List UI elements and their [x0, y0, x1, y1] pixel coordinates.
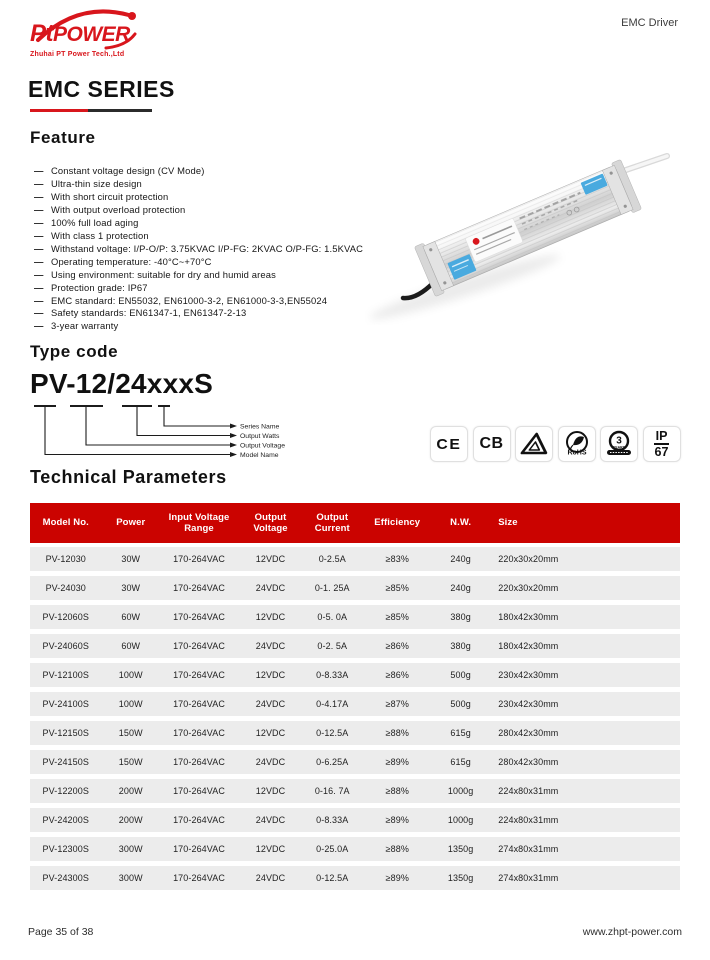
ip67-bottom-label: 67: [654, 445, 669, 459]
table-cell: 220x30x20mm: [498, 554, 559, 564]
table-cell: 170-264VAC: [173, 757, 225, 767]
table-cell: 170-264VAC: [173, 554, 225, 564]
table-cell: 200W: [118, 815, 143, 825]
table-cell: 220x30x20mm: [498, 583, 559, 593]
table-cell: ≥86%: [385, 670, 409, 680]
parameters-table: [30, 503, 680, 895]
logo-wordmark: [30, 20, 130, 48]
table-cell: 0-5. 0A: [317, 612, 348, 622]
table-row: [30, 866, 680, 890]
column-header: Model No.: [42, 517, 89, 529]
table-cell: 30W: [121, 583, 141, 593]
dash-bullet-icon: —: [34, 320, 44, 332]
feature-item-label: With output overload protection: [51, 203, 186, 215]
ce-label: CE: [436, 435, 462, 453]
table-cell: 0-1. 25A: [314, 583, 350, 593]
output-cable: [623, 156, 667, 171]
table-cell: 1000g: [447, 786, 474, 796]
table-cell: ≥89%: [385, 757, 409, 767]
table-cell: 180x42x30mm: [498, 641, 559, 651]
table-cell: ≥87%: [385, 699, 409, 709]
table-cell: 1350g: [447, 873, 474, 883]
warranty-number: 3: [616, 435, 622, 447]
table-row: [30, 634, 680, 658]
table-cell: 170-264VAC: [173, 612, 225, 622]
dash-bullet-icon: —: [34, 165, 44, 176]
table-cell: 170-264VAC: [173, 815, 225, 825]
feature-item-label: Constant voltage design (CV Mode): [51, 165, 205, 176]
table-cell: 280x42x30mm: [498, 757, 559, 767]
table-cell: 240g: [450, 583, 471, 593]
table-row: [30, 576, 680, 600]
underline-dark-segment: [88, 109, 152, 112]
dash-bullet-icon: —: [34, 307, 44, 319]
table-row: [30, 605, 680, 629]
table-cell: 0-6.25A: [316, 757, 349, 767]
table-row: [30, 779, 680, 803]
typecode-value: PV-12/24xxxS: [30, 368, 213, 399]
column-header: Input Voltage Range: [168, 511, 230, 534]
table-cell: PV-24100S: [42, 699, 89, 709]
table-row: [30, 721, 680, 745]
table-cell: ≥85%: [385, 612, 409, 622]
dash-bullet-icon: —: [34, 177, 44, 189]
table-cell: ≥85%: [385, 583, 409, 593]
table-cell: 0-16. 7A: [314, 786, 350, 796]
certification-row: [430, 426, 681, 462]
rohs-label: RoHS: [566, 449, 587, 457]
table-row: [30, 750, 680, 774]
table-cell: 12VDC: [255, 670, 286, 680]
typecode-section-title: Type code: [30, 342, 119, 361]
feature-item-label: Withstand voltage: I/P-O/P: 3.75KVAC I/P-FG: 2KVAC O/P-FG: 1.5KVAC: [51, 242, 364, 254]
table-cell: PV-12100S: [42, 670, 89, 680]
table-cell: ≥89%: [385, 815, 409, 825]
table-cell: 0-25.0A: [316, 844, 349, 854]
table-cell: 500g: [450, 699, 471, 709]
column-header: Output Voltage: [253, 511, 288, 534]
feature-item-label: Using environment: suitable for dry and humid areas: [51, 268, 276, 280]
table-cell: 230x42x30mm: [498, 670, 559, 680]
table-cell: 200W: [118, 786, 143, 796]
table-cell: PV-24300S: [42, 873, 89, 883]
typecode-label-model: Model Name: [240, 452, 279, 459]
table-cell: 170-264VAC: [173, 641, 225, 651]
table-cell: 224x80x31mm: [498, 815, 559, 825]
table-cell: 12VDC: [255, 786, 286, 796]
table-cell: ≥88%: [385, 728, 409, 738]
dash-bullet-icon: —: [34, 268, 44, 280]
dash-bullet-icon: —: [34, 294, 44, 306]
table-cell: 24VDC: [255, 641, 286, 651]
table-cell: 100W: [118, 699, 143, 709]
feature-item-label: Protection grade: IP67: [51, 281, 148, 293]
typecode-label-watts: Output Watts: [240, 433, 280, 440]
feature-item-label: EMC standard: EN55032, EN61000-3-2, EN61000-3-3,EN55024: [51, 294, 328, 306]
table-body: [30, 547, 680, 890]
logo-rest-text: POWER: [53, 23, 130, 46]
feature-item-label: 100% full load aging: [51, 216, 139, 228]
column-header: Efficiency: [374, 517, 421, 529]
table-cell: 274x80x31mm: [498, 873, 559, 883]
logo-tagline: Zhuhai PT Power Tech.,Ltd: [30, 51, 125, 58]
table-cell: 500g: [450, 670, 471, 680]
table-cell: 60W: [121, 641, 141, 651]
table-cell: 300W: [118, 873, 143, 883]
dash-bullet-icon: —: [34, 190, 44, 202]
table-cell: 12VDC: [255, 844, 286, 854]
table-cell: 170-264VAC: [173, 670, 225, 680]
logo-main-text: Pt: [30, 20, 53, 47]
table-cell: 0-12.5A: [316, 873, 349, 883]
table-cell: ≥86%: [385, 641, 409, 651]
table-cell: 280x42x30mm: [498, 728, 559, 738]
column-header: Size: [498, 517, 518, 529]
table-cell: ≥88%: [385, 844, 409, 854]
typecode-diagram: [30, 403, 330, 465]
column-header: Output Current: [314, 511, 350, 534]
table-cell: 24VDC: [255, 699, 286, 709]
dash-bullet-icon: —: [34, 203, 44, 215]
brand-logo: [28, 10, 158, 62]
table-row: [30, 808, 680, 832]
table-cell: 240g: [450, 554, 471, 564]
table-cell: 170-264VAC: [173, 583, 225, 593]
table-row: [30, 692, 680, 716]
table-cell: 30W: [121, 554, 141, 564]
table-cell: PV-12030: [45, 554, 86, 564]
rohs-icon: [558, 426, 596, 462]
table-cell: 0-2.5A: [318, 554, 346, 564]
table-cell: 12VDC: [255, 728, 286, 738]
table-cell: 274x80x31mm: [498, 844, 559, 854]
table-cell: PV-12300S: [42, 844, 89, 854]
table-cell: 150W: [118, 757, 143, 767]
dash-bullet-icon: —: [34, 216, 44, 228]
table-cell: 150W: [118, 728, 143, 738]
underline-red-segment: [30, 109, 88, 112]
warranty-text: YEARS: [613, 445, 625, 450]
table-cell: 230x42x30mm: [498, 699, 559, 709]
page-number: Page 35 of 38: [28, 926, 94, 938]
table-cell: 0-12.5A: [316, 728, 349, 738]
dash-bullet-icon: —: [34, 281, 44, 293]
table-cell: 100W: [118, 670, 143, 680]
table-row: [30, 547, 680, 571]
typecode-label-voltage: Output Voltage: [240, 442, 285, 450]
cb-label: CB: [479, 435, 504, 452]
table-header-row: [30, 503, 680, 543]
table-cell: 300W: [118, 844, 143, 854]
table-cell: 380g: [450, 612, 471, 622]
table-cell: 0-8.33A: [316, 815, 349, 825]
table-cell: 24VDC: [255, 757, 286, 767]
dash-bullet-icon: —: [34, 255, 44, 267]
technical-section-title: Technical Parameters: [30, 467, 227, 487]
table-cell: 380g: [450, 641, 471, 651]
title-underline: [30, 109, 152, 112]
table-cell: 24VDC: [255, 873, 286, 883]
table-cell: 0-4.17A: [316, 699, 349, 709]
feature-item-label: With class 1 protection: [51, 229, 149, 241]
product-photo-led-driver: [365, 135, 695, 325]
table-cell: 24VDC: [255, 815, 286, 825]
table-cell: 0-8.33A: [316, 670, 349, 680]
table-cell: 170-264VAC: [173, 728, 225, 738]
table-cell: ≥89%: [385, 873, 409, 883]
table-cell: 180x42x30mm: [498, 612, 559, 622]
ce-mark-icon: [430, 426, 468, 462]
table-cell: 1000g: [447, 815, 474, 825]
column-header: Power: [116, 517, 146, 529]
safety-triangle-icon: [515, 426, 553, 462]
table-cell: ≥83%: [385, 554, 409, 564]
table-cell: 224x80x31mm: [498, 786, 559, 796]
table-cell: ≥88%: [385, 786, 409, 796]
typecode-label-series: Series Name: [240, 423, 280, 431]
cb-mark-icon: [473, 426, 511, 462]
feature-item-label: Ultra-thin size design: [51, 177, 142, 189]
ip67-top-label: IP: [654, 430, 670, 446]
feature-item-label: Operating temperature: -40°C~+70°C: [51, 255, 212, 267]
table-cell: 1350g: [447, 844, 474, 854]
table-cell: 615g: [450, 757, 471, 767]
table-cell: 615g: [450, 728, 471, 738]
table-cell: 170-264VAC: [173, 844, 225, 854]
table-cell: PV-24200S: [42, 815, 89, 825]
table-cell: 170-264VAC: [173, 786, 225, 796]
table-row: [30, 837, 680, 861]
dash-bullet-icon: —: [34, 229, 44, 241]
warranty-3-years-icon: [600, 426, 638, 462]
column-header: N.W.: [450, 517, 472, 529]
website-link[interactable]: www.zhpt-power.com: [582, 926, 682, 938]
page-title: EMC SERIES: [28, 76, 175, 102]
dash-bullet-icon: —: [34, 242, 44, 254]
table-cell: 12VDC: [255, 554, 286, 564]
table-cell: 170-264VAC: [173, 873, 225, 883]
document-type-label: EMC Driver: [621, 17, 678, 29]
feature-item-label: 3-year warranty: [51, 320, 119, 332]
feature-section-title: Feature: [30, 128, 96, 147]
driver-enclosure: [414, 159, 641, 296]
table-cell: 24VDC: [255, 583, 286, 593]
table-cell: 0-2. 5A: [317, 641, 348, 651]
table-cell: 12VDC: [255, 612, 286, 622]
feature-item-label: With short circuit protection: [51, 190, 169, 202]
table-cell: PV-24030: [45, 583, 86, 593]
table-cell: 170-264VAC: [173, 699, 225, 709]
table-cell: PV-24150S: [42, 757, 89, 767]
feature-item-label: Safety standards: EN61347-1, EN61347-2-13: [51, 307, 247, 319]
table-row: [30, 663, 680, 687]
ip67-icon: [643, 426, 681, 462]
table-cell: PV-12060S: [42, 612, 89, 622]
table-cell: PV-24060S: [42, 641, 89, 651]
table-cell: PV-12200S: [42, 786, 89, 796]
table-cell: 60W: [121, 612, 141, 622]
table-cell: PV-12150S: [42, 728, 89, 738]
